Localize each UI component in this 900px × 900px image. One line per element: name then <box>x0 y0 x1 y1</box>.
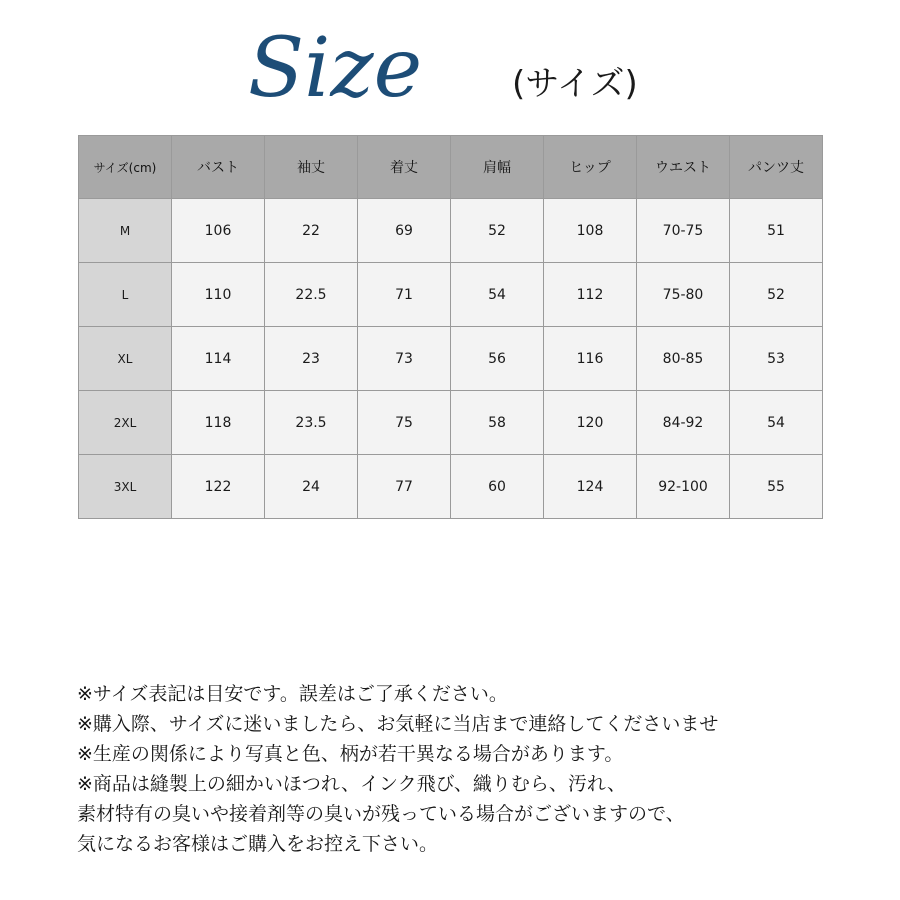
header-sleeve-length: 袖丈 <box>265 136 358 199</box>
header-waist: ウエスト <box>637 136 730 199</box>
note-line: ※購入際、サイズに迷いましたら、お気軽に当店まで連絡してくださいませ <box>77 713 719 735</box>
table-cell: 75 <box>358 391 451 455</box>
table-cell: 71 <box>358 263 451 327</box>
note-line: 気になるお客様はご購入をお控え下さい。 <box>77 833 439 855</box>
size-logo-text: Size <box>248 21 423 113</box>
title-subtitle: (サイズ) <box>512 64 638 104</box>
table-row <box>79 455 823 519</box>
table-cell: 52 <box>730 263 823 327</box>
notes-section <box>77 679 877 859</box>
table-cell: 122 <box>172 455 265 519</box>
table-cell: 24 <box>265 455 358 519</box>
table-cell: 56 <box>451 327 544 391</box>
table-cell: 77 <box>358 455 451 519</box>
table-cell: 108 <box>544 199 637 263</box>
table-cell: 124 <box>544 455 637 519</box>
table-cell: 60 <box>451 455 544 519</box>
row-size-label: 2XL <box>79 391 172 455</box>
header-length: 着丈 <box>358 136 451 199</box>
table-cell: 118 <box>172 391 265 455</box>
table-cell: 73 <box>358 327 451 391</box>
table-cell: 54 <box>451 263 544 327</box>
table-cell: 116 <box>544 327 637 391</box>
table-cell: 114 <box>172 327 265 391</box>
table-cell: 52 <box>451 199 544 263</box>
table-cell: 69 <box>358 199 451 263</box>
table-cell: 55 <box>730 455 823 519</box>
row-size-label: L <box>79 263 172 327</box>
table-cell: 22 <box>265 199 358 263</box>
table-cell: 80-85 <box>637 327 730 391</box>
table-header-row <box>79 136 823 199</box>
size-table <box>78 135 823 519</box>
table-cell: 70-75 <box>637 199 730 263</box>
row-size-label: XL <box>79 327 172 391</box>
note-line: ※商品は縫製上の細かいほつれ、インク飛び、織りむら、汚れ、 <box>77 773 627 795</box>
table-cell: 53 <box>730 327 823 391</box>
row-size-label: 3XL <box>79 455 172 519</box>
table-cell: 112 <box>544 263 637 327</box>
table-row <box>79 327 823 391</box>
table-row <box>79 199 823 263</box>
table-cell: 106 <box>172 199 265 263</box>
table-cell: 92-100 <box>637 455 730 519</box>
table-cell: 22.5 <box>265 263 358 327</box>
header-hip: ヒップ <box>544 136 637 199</box>
header-shoulder-width: 肩幅 <box>451 136 544 199</box>
size-logo <box>248 8 518 113</box>
note-line: 素材特有の臭いや接着剤等の臭いが残っている場合がございますので、 <box>77 803 685 825</box>
table-row <box>79 391 823 455</box>
row-size-label: M <box>79 199 172 263</box>
table-cell: 23 <box>265 327 358 391</box>
header-bust: バスト <box>172 136 265 199</box>
table-row <box>79 263 823 327</box>
table-cell: 110 <box>172 263 265 327</box>
table-cell: 58 <box>451 391 544 455</box>
table-cell: 51 <box>730 199 823 263</box>
note-line: ※生産の関係により写真と色、柄が若干異なる場合があります。 <box>77 743 624 765</box>
title-area <box>0 0 900 120</box>
table-cell: 84-92 <box>637 391 730 455</box>
table-cell: 23.5 <box>265 391 358 455</box>
table-cell: 120 <box>544 391 637 455</box>
table-cell: 75-80 <box>637 263 730 327</box>
note-line: ※サイズ表記は目安です。誤差はご了承ください。 <box>77 683 508 705</box>
header-pants-length: パンツ丈 <box>730 136 823 199</box>
table-cell: 54 <box>730 391 823 455</box>
header-size-cm: サイズ(cm) <box>79 136 172 199</box>
